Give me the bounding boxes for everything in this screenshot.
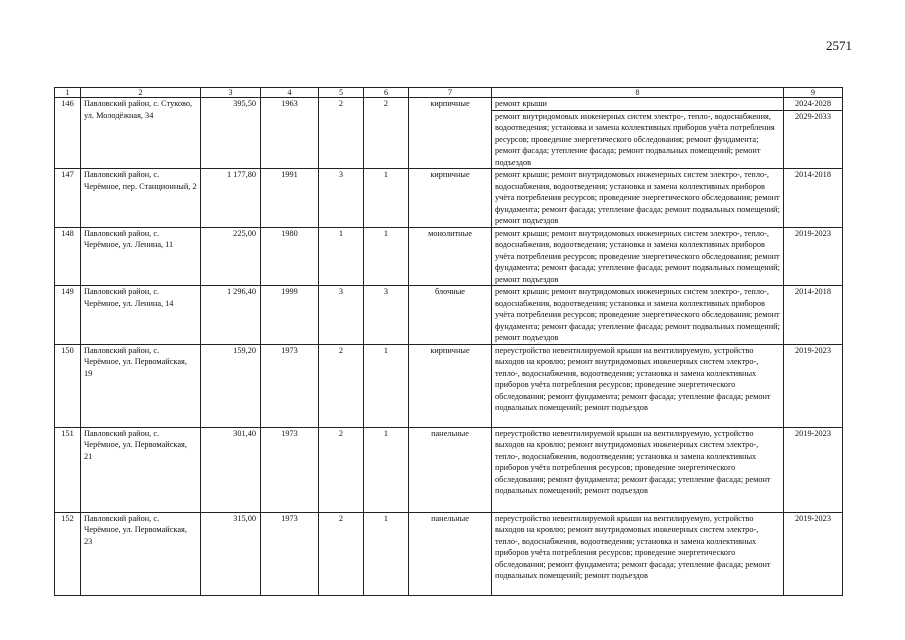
address-cell: Павловский район, с. Черёмное, ул. Ленина, 14 bbox=[81, 286, 201, 345]
term-cell bbox=[784, 227, 843, 286]
term-period: 2024-2028 bbox=[784, 98, 842, 111]
floors-cell: 2 bbox=[319, 98, 364, 169]
floors-cell: 2 bbox=[319, 344, 364, 427]
table-row bbox=[55, 227, 843, 286]
row-number: 150 bbox=[55, 344, 81, 427]
floors-cell: 3 bbox=[319, 169, 364, 228]
area-cell: 395,50 bbox=[201, 98, 261, 169]
works-cell bbox=[492, 227, 784, 286]
address-cell: Павловский район, с. Черёмное, пер. Станционный, 2 bbox=[81, 169, 201, 228]
term-period: 2014-2018 bbox=[795, 287, 831, 296]
year-cell: 1980 bbox=[261, 227, 319, 286]
term-period: 2019-2023 bbox=[795, 428, 831, 438]
work-item: ремонт внутридомовых инженерных систем электро-, тепло-, водоснабжения, водоотведения; установка и замена коллективных приборов учёта потребления ресурсов; проведение энергетического обследования; ремонт фундамента; ремонт фасада; утепление фасада; ремонт подвальных помещений; ремонт подъездов bbox=[495, 111, 775, 167]
area-cell: 301,40 bbox=[201, 427, 261, 512]
wall-material-cell: монолитные bbox=[409, 227, 492, 286]
floors-cell: 3 bbox=[319, 286, 364, 345]
term-cell bbox=[784, 286, 843, 345]
column-header: 9 bbox=[784, 88, 843, 98]
work-item: ремонт крыши; ремонт внутридомовых инженерных систем электро-, тепло-, водоснабжения, водоотведения; установка и замена коллективных приборов учёта потребления ресурсов; проведение энергетического обследования; ремонт фундамента; ремонт фасада; утепление фасада; ремонт подвальных помещений; ремонт подъездов bbox=[495, 287, 780, 342]
wall-material-cell: кирпичные bbox=[409, 344, 492, 427]
works-cell bbox=[492, 344, 784, 427]
term-period: 2029-2033 bbox=[795, 111, 831, 121]
year-cell: 1973 bbox=[261, 512, 319, 595]
work-item: ремонт крыши; ремонт внутридомовых инженерных систем электро-, тепло-, водоснабжения, водоотведения; установка и замена коллективных приборов учёта потребления ресурсов; проведение энергетического обследования; ремонт фундамента; ремонт фасада; утепление фасада; ремонт подвальных помещений; ремонт подъездов bbox=[495, 228, 780, 284]
address-cell: Павловский район, с. Черёмное, ул. Первомайская, 23 bbox=[81, 512, 201, 595]
work-item: ремонт крыши; ремонт внутридомовых инженерных систем электро-, тепло-, водоснабжения, водоотведения; установка и замена коллективных приборов учёта потребления ресурсов; проведение энергетического обследования; ремонт фундамента; ремонт фасада; утепление фасада; ремонт подвальных помещений; ремонт подъездов bbox=[495, 170, 780, 225]
year-cell: 1973 bbox=[261, 427, 319, 512]
row-number: 147 bbox=[55, 169, 81, 228]
area-cell: 315,00 bbox=[201, 512, 261, 595]
work-item: переустройство невентилируемой крыши на вентилируемую, устройство выходов на кровлю; ремонт внутридомовых инженерных систем электро-, тепло-, водоснабжения, водоотведения; установка и замена коллективных приборов учёта потребления ресурсов; проведение энергетического обследования; ремонт фундамента; ремонт фасада; утепление фасада; ремонт подвальных помещений; ремонт подъездов bbox=[495, 428, 771, 495]
repair-program-table bbox=[54, 87, 843, 596]
term-cell bbox=[784, 512, 843, 595]
column-header: 5 bbox=[319, 88, 364, 98]
works-cell bbox=[492, 286, 784, 345]
works-cell bbox=[492, 512, 784, 595]
row-number: 151 bbox=[55, 427, 81, 512]
term-cell bbox=[784, 169, 843, 228]
area-cell: 1 177,80 bbox=[201, 169, 261, 228]
term-period: 2014-2018 bbox=[795, 170, 831, 179]
address-cell: Павловский район, с. Черёмное, ул. Ленина, 11 bbox=[81, 227, 201, 286]
column-header: 4 bbox=[261, 88, 319, 98]
term-period: 2019-2023 bbox=[795, 345, 831, 355]
entrances-cell: 1 bbox=[364, 227, 409, 286]
work-item: переустройство невентилируемой крыши на вентилируемую, устройство выходов на кровлю; ремонт внутридомовых инженерных систем электро-, тепло-, водоснабжения, водоотведения; установка и замена коллективных приборов учёта потребления ресурсов; проведение энергетического обследования; ремонт фундамента; ремонт фасада; утепление фасада; ремонт подвальных помещений; ремонт подъездов bbox=[495, 345, 771, 412]
year-cell: 1973 bbox=[261, 344, 319, 427]
term-cell bbox=[784, 98, 843, 169]
entrances-cell: 2 bbox=[364, 98, 409, 169]
column-header: 3 bbox=[201, 88, 261, 98]
entrances-cell: 1 bbox=[364, 427, 409, 512]
address-cell: Павловский район, с. Черёмное, ул. Первомайская, 19 bbox=[81, 344, 201, 427]
column-header: 1 bbox=[55, 88, 81, 98]
floors-cell: 2 bbox=[319, 512, 364, 595]
table-row bbox=[55, 512, 843, 595]
wall-material-cell: блочные bbox=[409, 286, 492, 345]
table-row bbox=[55, 169, 843, 228]
column-header: 8 bbox=[492, 88, 784, 98]
row-number: 146 bbox=[55, 98, 81, 169]
year-cell: 1963 bbox=[261, 98, 319, 169]
row-number: 152 bbox=[55, 512, 81, 595]
wall-material-cell: кирпичные bbox=[409, 98, 492, 169]
term-period: 2019-2023 bbox=[795, 228, 831, 238]
term-cell bbox=[784, 344, 843, 427]
term-period: 2019-2023 bbox=[795, 513, 831, 523]
works-cell bbox=[492, 427, 784, 512]
wall-material-cell: кирпичные bbox=[409, 169, 492, 228]
floors-cell: 2 bbox=[319, 427, 364, 512]
page-number: 2571 bbox=[826, 38, 852, 53]
table-row bbox=[55, 98, 843, 169]
year-cell: 1991 bbox=[261, 169, 319, 228]
column-header: 6 bbox=[364, 88, 409, 98]
table-row bbox=[55, 344, 843, 427]
row-number: 148 bbox=[55, 227, 81, 286]
entrances-cell: 3 bbox=[364, 286, 409, 345]
entrances-cell: 1 bbox=[364, 512, 409, 595]
floors-cell: 1 bbox=[319, 227, 364, 286]
wall-material-cell: панельные bbox=[409, 512, 492, 595]
address-cell: Павловский район, с. Стуково, ул. Молодёжная, 34 bbox=[81, 98, 201, 169]
work-item: переустройство невентилируемой крыши на вентилируемую, устройство выходов на кровлю; ремонт внутридомовых инженерных систем электро-, тепло-, водоснабжения, водоотведения; установка и замена коллективных приборов учёта потребления ресурсов; проведение энергетического обследования; ремонт фундамента; ремонт фасада; утепление фасада; ремонт подвальных помещений; ремонт подъездов bbox=[495, 513, 771, 580]
column-header: 7 bbox=[409, 88, 492, 98]
area-cell: 225,00 bbox=[201, 227, 261, 286]
area-cell: 1 296,40 bbox=[201, 286, 261, 345]
row-number: 149 bbox=[55, 286, 81, 345]
column-header: 2 bbox=[81, 88, 201, 98]
entrances-cell: 1 bbox=[364, 169, 409, 228]
works-cell bbox=[492, 98, 784, 169]
column-number-row bbox=[55, 88, 843, 98]
address-cell: Павловский район, с. Черёмное, ул. Первомайская, 21 bbox=[81, 427, 201, 512]
table-row bbox=[55, 286, 843, 345]
area-cell: 159,20 bbox=[201, 344, 261, 427]
work-item: ремонт крыши bbox=[492, 98, 783, 111]
table-row bbox=[55, 427, 843, 512]
wall-material-cell: панельные bbox=[409, 427, 492, 512]
entrances-cell: 1 bbox=[364, 344, 409, 427]
works-cell bbox=[492, 169, 784, 228]
term-cell bbox=[784, 427, 843, 512]
year-cell: 1999 bbox=[261, 286, 319, 345]
